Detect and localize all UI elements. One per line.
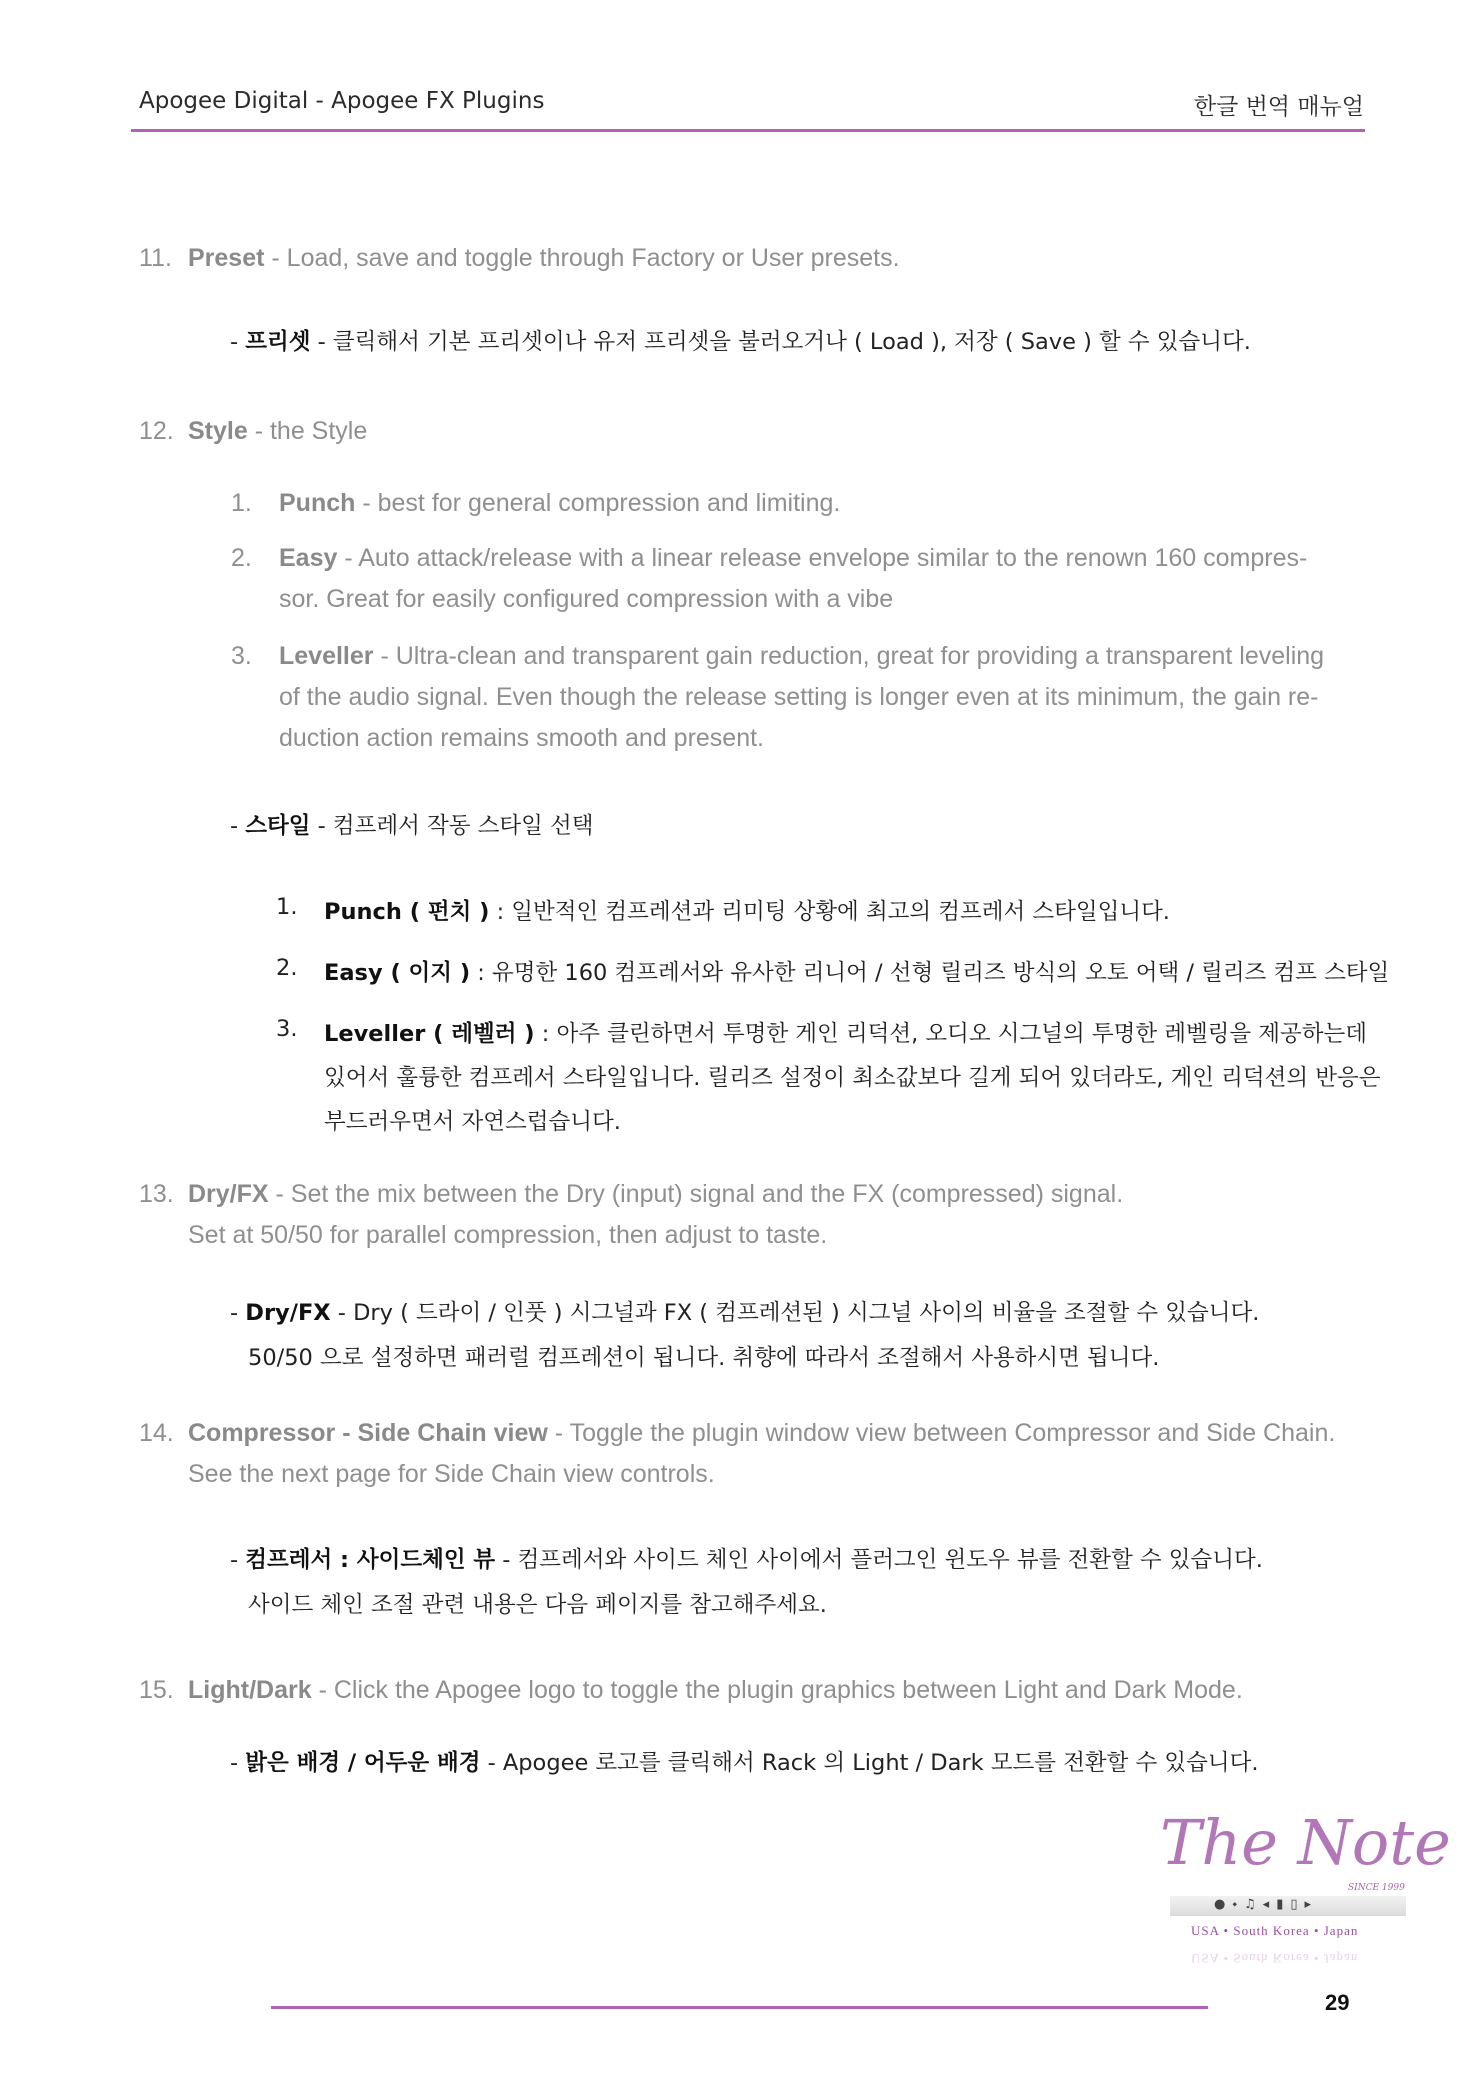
item-title: Preset [188, 244, 265, 272]
item-text-ko: - Dry ( 드라이 / 인풋 ) 시그널과 FX ( 컴프레션된 ) 시그널 사이의 비율을 조절할 수 있습니다. [330, 1300, 1260, 1326]
sub-leveller-en-line3: duction action remains smooth and present. [279, 724, 764, 752]
sub-title: Easy [279, 544, 338, 572]
item-number: 13. [139, 1180, 174, 1208]
item-sidechain-en-line2: See the next page for Side Chain view controls. [188, 1460, 715, 1488]
sub-text: - best for general compression and limiting. [355, 489, 841, 517]
logo-since: SINCE 1999 [1348, 1883, 1405, 1893]
sub-number-ko: 2. [276, 955, 298, 981]
item-title-ko: 프리셋 [245, 329, 311, 355]
sub-punch-ko [324, 894, 1170, 926]
sub-title-ko: Leveller ( 레벨러 ) [324, 1021, 535, 1047]
logo-icon-strip [1170, 1896, 1406, 1916]
sub-number: 1. [231, 489, 252, 517]
item-title-ko: Dry/FX [245, 1300, 331, 1326]
item-lightdark-en [188, 1676, 1243, 1705]
page-number: 29 [1325, 1990, 1350, 2015]
sub-leveller-ko-line3: 부드러우면서 자연스럽습니다. [324, 1109, 621, 1135]
logo-regions: USA • South Korea • Japan [1191, 1923, 1359, 1938]
item-number: 14. [139, 1419, 174, 1447]
item-preset-ko: - 프리셋 - 클릭해서 기본 프리셋이나 유저 프리셋을 불러오거나 ( Load ), 저장 ( Save ) 할 수 있습니다. [230, 329, 1251, 355]
item-dryfx-en [188, 1180, 1123, 1209]
sub-text-ko: : 유명한 160 컴프레서와 유사한 리니어 / 선형 릴리즈 방식의 오토 어택 / 릴리즈 컴프 스타일 [470, 960, 1390, 986]
item-number: 11. [139, 244, 172, 272]
sub-title-ko: Punch ( 펀치 ) [324, 899, 490, 925]
sub-number: 3. [231, 642, 252, 670]
item-title: Dry/FX [188, 1180, 269, 1208]
sub-leveller-en-line2: of the audio signal. Even though the release setting is longer even at its minimum, the gain re- [279, 683, 1319, 711]
sub-text: - Ultra-clean and transparent gain reduction, great for providing a transparent leveling [373, 642, 1325, 670]
sub-easy-ko [324, 955, 1389, 987]
item-lightdark-ko: - 밝은 배경 / 어두운 배경 - Apogee 로고를 클릭해서 Rack 의 Light / Dark 모드를 전환할 수 있습니다. [230, 1750, 1259, 1776]
media-icons: ●⬩♫◂▮▯▸ [1214, 1897, 1319, 1912]
sub-text: - Auto attack/release with a linear release envelope similar to the renown 160 compres- [337, 544, 1308, 572]
sub-leveller-ko-line2: 있어서 훌륭한 컴프레서 스타일입니다. 릴리즈 설정이 최소값보다 길게 되어 있더라도, 게인 리덕션의 반응은 [324, 1065, 1381, 1091]
sub-number: 2. [231, 544, 252, 572]
item-text: - Click the Apogee logo to toggle the plugin graphics between Light and Dark Mode. [311, 1676, 1243, 1704]
item-text-ko: - 컴프레서 작동 스타일 선택 [310, 813, 594, 839]
item-number: 15. [139, 1676, 174, 1704]
sub-title-ko: Easy ( 이지 ) [324, 960, 471, 986]
item-text: - Set the mix between the Dry (input) signal and the FX (compressed) signal. [268, 1180, 1124, 1208]
item-dryfx-ko: - Dry/FX - Dry ( 드라이 / 인풋 ) 시그널과 FX ( 컴프레션된 ) 시그널 사이의 비율을 조절할 수 있습니다. [230, 1300, 1260, 1326]
item-title: Style [188, 417, 248, 445]
item-text-ko: - Apogee 로고를 클릭해서 Rack 의 Light / Dark 모드를 전환할 수 있습니다. [480, 1750, 1259, 1776]
sub-easy-en-line2: sor. Great for easily configured compression with a vibe [279, 585, 894, 613]
sub-number-ko: 3. [276, 1016, 298, 1042]
item-text: - the Style [247, 417, 368, 445]
item-style-ko: - 스타일 - 컴프레서 작동 스타일 선택 [230, 813, 594, 839]
sub-text-ko: : 일반적인 컴프레션과 리미팅 상황에 최고의 컴프레서 스타일입니다. [489, 899, 1170, 925]
item-sidechain-en [188, 1419, 1335, 1448]
item-dryfx-en-line2: Set at 50/50 for parallel compression, then adjust to taste. [188, 1221, 828, 1249]
item-title: Light/Dark [188, 1676, 312, 1704]
header-title: Apogee Digital - Apogee FX Plugins [139, 88, 545, 114]
item-preset-en [188, 244, 900, 273]
logo-reflection: USA • South Korea • Japan [1191, 1951, 1359, 1966]
sub-punch-en [279, 489, 840, 518]
item-title-ko: 스타일 [245, 813, 311, 839]
the-note-logo: The Note [1160, 1806, 1451, 1879]
sub-text-ko: : 아주 클린하면서 투명한 게인 리덕션, 오디오 시그널의 투명한 레벨링을 제공하는데 [534, 1021, 1367, 1047]
header-rule [131, 129, 1365, 132]
footer-rule [271, 2006, 1208, 2009]
header-manual-label: 한글 번역 매뉴얼 [1193, 94, 1364, 120]
sub-number-ko: 1. [276, 894, 298, 920]
item-number: 12. [139, 417, 174, 445]
item-style-en [188, 417, 367, 446]
sub-title: Leveller [279, 642, 374, 670]
item-title-ko: 밝은 배경 / 어두운 배경 [245, 1750, 481, 1776]
item-title: Compressor - Side Chain view [188, 1419, 548, 1447]
item-text-ko: - 컴프레서와 사이드 체인 사이에서 플러그인 윈도우 뷰를 전환할 수 있습니다. [495, 1547, 1263, 1573]
item-text: - Toggle the plugin window view between Compressor and Side Chain. [547, 1419, 1336, 1447]
item-text-ko: - 클릭해서 기본 프리셋이나 유저 프리셋을 불러오거나 ( Load ), 저장 ( Save ) 할 수 있습니다. [310, 329, 1251, 355]
item-dryfx-ko-line2: 50/50 으로 설정하면 패러럴 컴프레션이 됩니다. 취향에 따라서 조절해서 사용하시면 됩니다. [248, 1345, 1160, 1371]
item-sidechain-ko: - 컴프레서 : 사이드체인 뷰 - 컴프레서와 사이드 체인 사이에서 플러그인 윈도우 뷰를 전환할 수 있습니다. [230, 1547, 1263, 1573]
item-title-ko: 컴프레서 : 사이드체인 뷰 [245, 1547, 496, 1573]
item-text: - Load, save and toggle through Factory or User presets. [264, 244, 900, 272]
sub-title: Punch [279, 489, 356, 517]
item-sidechain-ko-line2: 사이드 체인 조절 관련 내용은 다음 페이지를 참고해주세요. [248, 1592, 827, 1618]
sub-easy-en [279, 544, 1307, 573]
sub-leveller-en [279, 642, 1324, 671]
sub-leveller-ko [324, 1016, 1367, 1048]
